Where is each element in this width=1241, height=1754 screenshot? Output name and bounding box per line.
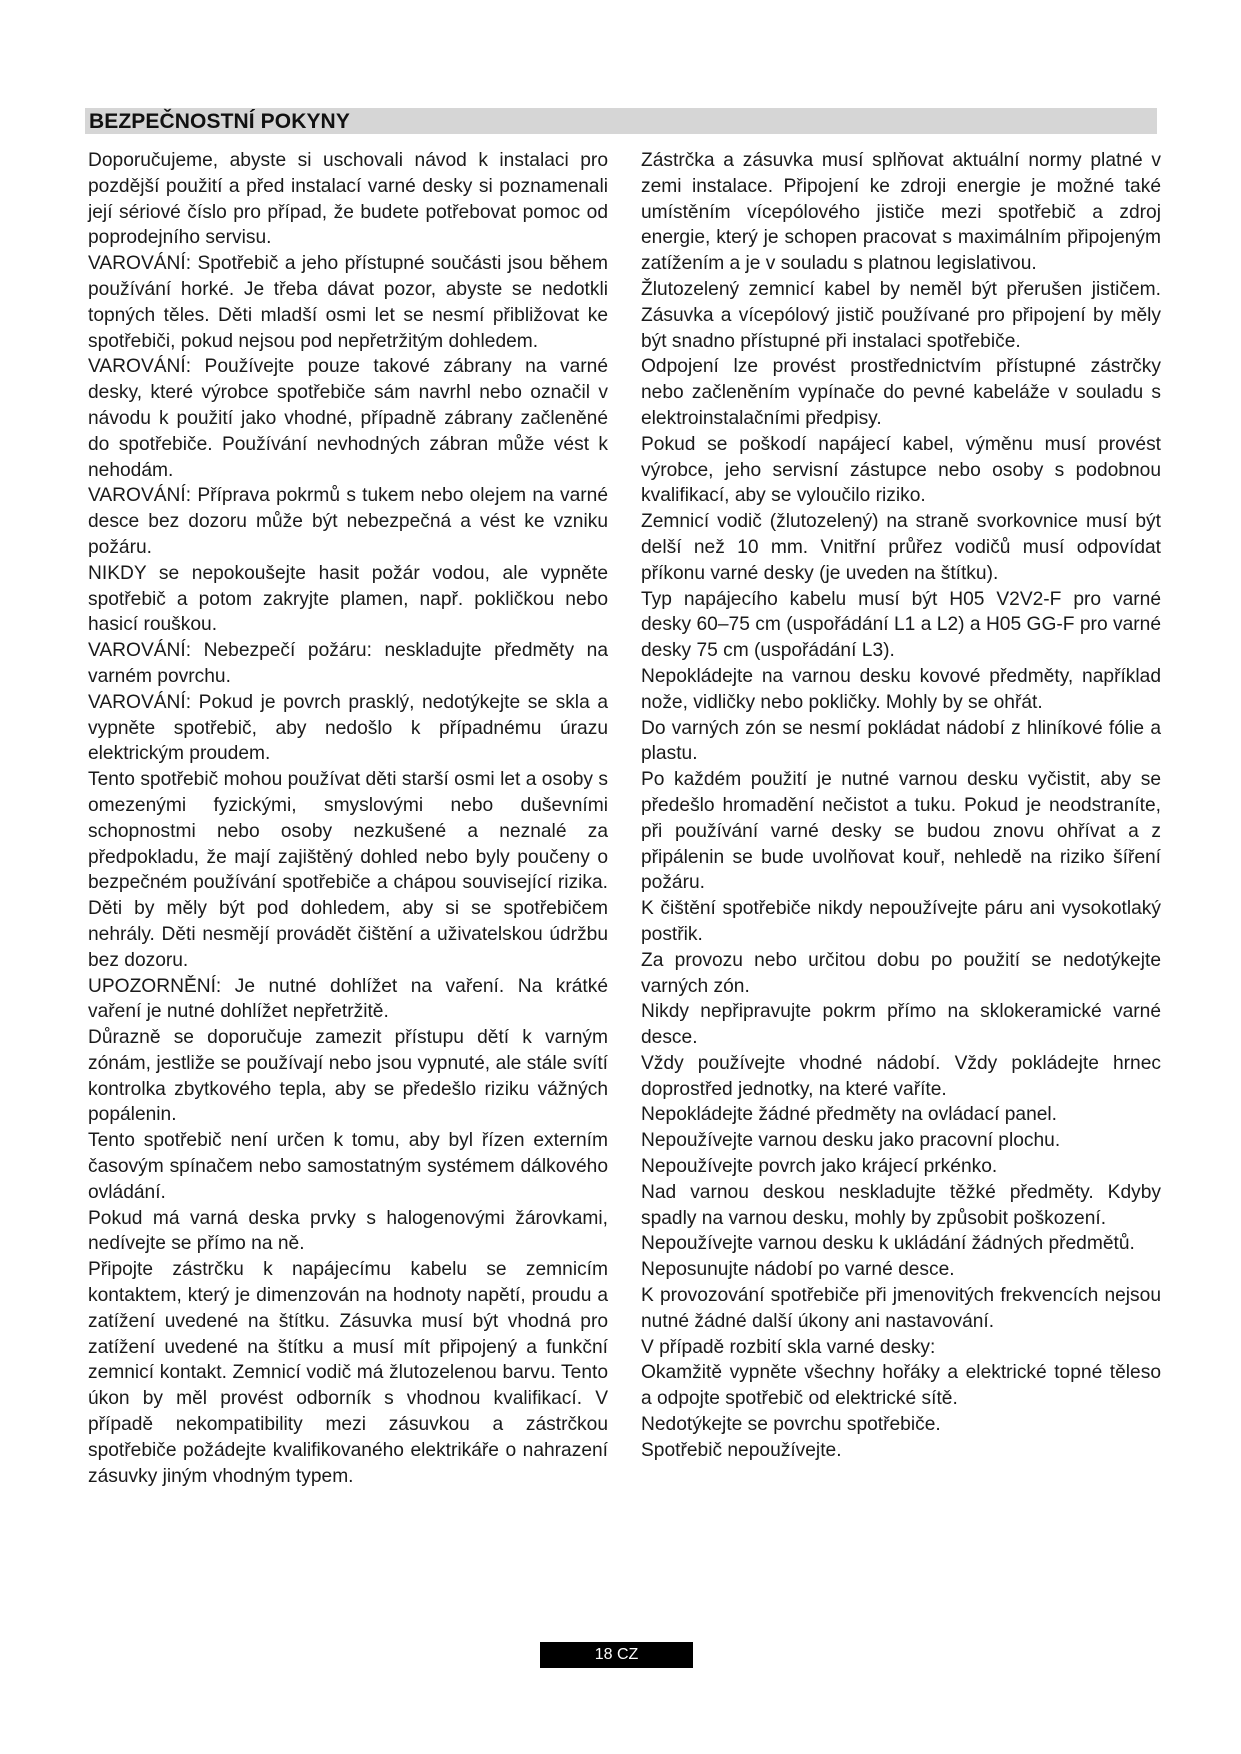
page-number: 18 CZ [540,1642,693,1668]
paragraph: VAROVÁNÍ: Používejte pouze takové zábrany na varné desky, které výrobce spotřebiče sám navrhl nebo označil v návodu k použití jako vhodné, případně zábrany začleněné do spotřebiče. Používání nevhodných zábran může vést k nehodám. [88,356,608,481]
paragraph: Typ napájecího kabelu musí být H05 V2V2-F pro varné desky 60–75 cm (uspořádání L1 a L2) a H05 GG-F pro varné desky 75 cm (uspořádání L3). [641,588,1161,662]
paragraph: VAROVÁNÍ: Nebezpečí požáru: neskladujte předměty na varném povrchu. [88,640,608,687]
paragraph: Nedotýkejte se povrchu spotřebiče. [641,1414,941,1436]
left-column [88,148,608,1489]
paragraph: Nad varnou deskou neskladujte těžké předměty. Kdyby spadly na varnou desku, mohly by způsobit poškození. [641,1181,1161,1229]
paragraph: Vždy používejte vhodné nádobí. Vždy pokládejte hrnec doprostřed jednotky, na které vaříte. [641,1052,1161,1100]
right-column [641,148,1161,1464]
paragraph: Spotřebič nepoužívejte. [641,1439,842,1461]
paragraph: Tento spotřebič není určen k tomu, aby byl řízen externím časovým spínačem nebo samostatným systémem dálkového ovládání. [88,1130,608,1203]
section-title: BEZPEČNOSTNÍ POKYNY [89,110,350,133]
paragraph: Tento spotřebič mohou používat děti starší osmi let a osoby s omezenými fyzickými, smyslovými nebo duševními schopnostmi nebo osoby nezkušené a neznalé za předpokladu, že mají zajištěný dohled nebo byly poučeny o bezpečném používání spotřebiče a chápou související rizika. Děti by měly být pod dohledem, aby si se spotřebičem nehrály. Děti nesmějí provádět čištění a uživatelskou údržbu bez dozoru. [88,769,608,971]
paragraph: Nepokládejte žádné předměty na ovládací panel. [641,1104,1058,1126]
paragraph: Doporučujeme, abyste si uschovali návod k instalaci pro pozdější použití a před instalací varné desky si poznamenali její sériové číslo pro případ, že budete potřebovat pomoc od poprodejního servisu. [88,150,608,249]
paragraph: K provozování spotřebiče při jmenovitých frekvencích nejsou nutné žádné další úkony ani nastavování. [641,1285,1161,1332]
paragraph: Žlutozelený zemnicí kabel by neměl být přerušen jističem. Zásuvka a vícepólový jistič používané pro připojení by měly být snadno přístupné při instalaci spotřebiče. [641,278,1161,352]
paragraph: Po každém použití je nutné varnou desku vyčistit, aby se předešlo hromadění nečistot a tuku. Pokud je neodstraníte, při používání varné desky se budou znovu ohřívat a z připálenin se bude uvolňovat kouř, nehledě na riziko šíření požáru. [641,769,1161,894]
paragraph: Nikdy nepřipravujte pokrm přímo na sklokeramické varné desce. [641,1001,1161,1049]
paragraph: Nepoužívejte varnou desku k ukládání žádných předmětů. [641,1233,1135,1255]
paragraph: K čištění spotřebiče nikdy nepoužívejte páru ani vysokotlaký postřik. [641,898,1161,945]
paragraph: Neposunujte nádobí po varné desce. [641,1259,955,1281]
paragraph: Odpojení lze provést prostřednictvím přístupné zástrčky nebo začleněním vypínače do pevné kabeláže v souladu s elektroinstalačními předpisy. [641,356,1161,429]
paragraph: NIKDY se nepokoušejte hasit požár vodou, ale vypněte spotřebič a potom zakryjte plamen, např. pokličkou nebo hasicí rouškou. [88,562,608,636]
paragraph: VAROVÁNÍ: Pokud je povrch prasklý, nedotýkejte se skla a vypněte spotřebič, aby nedošlo k případnému úrazu elektrickým proudem. [88,691,608,765]
paragraph: VAROVÁNÍ: Spotřebič a jeho přístupné součásti jsou během používání horké. Je třeba dávat pozor, abyste se nedotkli topných těles. Děti mladší osmi let se nesmí přibližovat ke spotřebiči, pokud nejsou pod nepřetržitým dohledem. [88,253,608,352]
paragraph: Připojte zástrčku k napájecímu kabelu se zemnicím kontaktem, který je dimenzován na hodnoty napětí, proudu a zatížení uvedené na štítku. Zásuvka musí být vhodná pro zatížení uvedené na štítku a musí mít připojený a funkční zemnicí kontakt. Zemnicí vodič má žlutozelenou barvu. Tento úkon by měl provést odborník s vhodnou kvalifikací. V případě nekompatibility mezi zásuvkou a zástrčkou spotřebiče požádejte kvalifikovaného elektrikáře o nahrazení zásuvky jiným vhodným typem. [88,1259,608,1487]
paragraph: Nepoužívejte varnou desku jako pracovní plochu. [641,1130,1061,1152]
paragraph: Důrazně se doporučuje zamezit přístupu dětí k varným zónám, jestliže se používají nebo jsou vypnuté, ale stále svítí kontrolka zbytkového tepla, aby se předešlo riziku vážných popálenin. [88,1027,608,1126]
paragraph: Do varných zón se nesmí pokládat nádobí z hliníkové fólie a plastu. [641,717,1161,765]
paragraph: VAROVÁNÍ: Příprava pokrmů s tukem nebo olejem na varné desce bez dozoru může být nebezpečná a vést ke vzniku požáru. [88,485,608,558]
paragraph: Okamžitě vypněte všechny hořáky a elektrické topné těleso a odpojte spotřebič od elektrické sítě. [641,1362,1161,1410]
paragraph: Za provozu nebo určitou dobu po použití se nedotýkejte varných zón. [641,949,1161,997]
paragraph: Zemnicí vodič (žlutozelený) na straně svorkovnice musí být delší než 10 mm. Vnitřní průřez vodičů musí odpovídat příkonu varné desky (je uveden na štítku). [641,511,1161,584]
paragraph: Nepoužívejte povrch jako krájecí prkénko. [641,1156,998,1178]
paragraph: V případě rozbití skla varné desky: [641,1336,936,1358]
paragraph: Zástrčka a zásuvka musí splňovat aktuální normy platné v zemi instalace. Připojení ke zdroji energie je možné také umístěním vícepólového jističe mezi spotřebič a zdroj energie, který je schopen pracovat s maximálním připojeným zatížením a je v souladu s platnou legislativou. [641,150,1161,275]
paragraph: UPOZORNĚNÍ: Je nutné dohlížet na vaření. Na krátké vaření je nutné dohlížet nepřetržitě. [88,975,608,1023]
paragraph: Nepokládejte na varnou desku kovové předměty, například nože, vidličky nebo pokličky. Mohly by se ohřát. [641,665,1161,713]
paragraph: Pokud má varná deska prvky s halogenovými žárovkami, nedívejte se přímo na ně. [88,1207,608,1255]
paragraph: Pokud se poškodí napájecí kabel, výměnu musí provést výrobce, jeho servisní zástupce nebo osoby s podobnou kvalifikací, aby se vyloučilo riziko. [641,433,1161,507]
